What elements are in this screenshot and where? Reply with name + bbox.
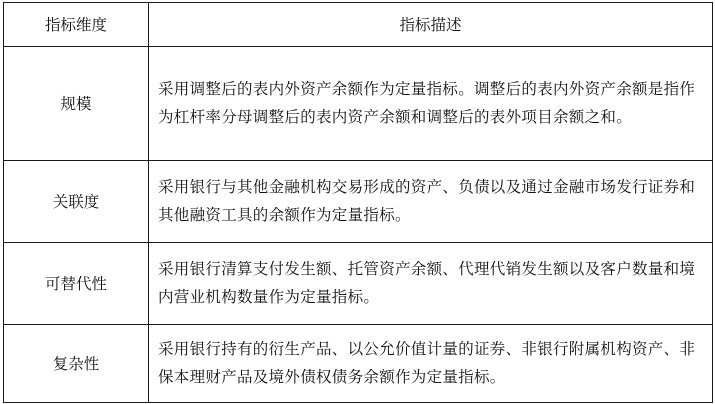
dimension-cell: 复杂性: [4, 325, 149, 403]
header-row: [4, 3, 713, 47]
table-row: [4, 243, 713, 325]
dimension-cell: 关联度: [4, 161, 149, 243]
description-cell: 采用调整后的表内外资产余额作为定量指标。调整后的表内外资产余额是指作为杠杆率分母调整后的表内资产余额和调整后的表外项目余额之和。: [149, 47, 713, 161]
table-row: [4, 325, 713, 403]
indicator-table: [3, 2, 713, 403]
header-description: 指标描述: [149, 3, 713, 47]
description-cell: 采用银行清算支付发生额、托管资产余额、代理代销发生额以及客户数量和境内营业机构数量作为定量指标。: [149, 243, 713, 325]
dimension-cell: 可替代性: [4, 243, 149, 325]
table-row: [4, 47, 713, 161]
description-cell: 采用银行持有的衍生产品、以公允价值计量的证券、非银行附属机构资产、非保本理财产品及境外债权债务余额作为定量指标。: [149, 325, 713, 403]
description-cell: 采用银行与其他金融机构交易形成的资产、负债以及通过金融市场发行证券和其他融资工具的余额作为定量指标。: [149, 161, 713, 243]
header-dimension: 指标维度: [4, 3, 149, 47]
table-row: [4, 161, 713, 243]
dimension-cell: 规模: [4, 47, 149, 161]
